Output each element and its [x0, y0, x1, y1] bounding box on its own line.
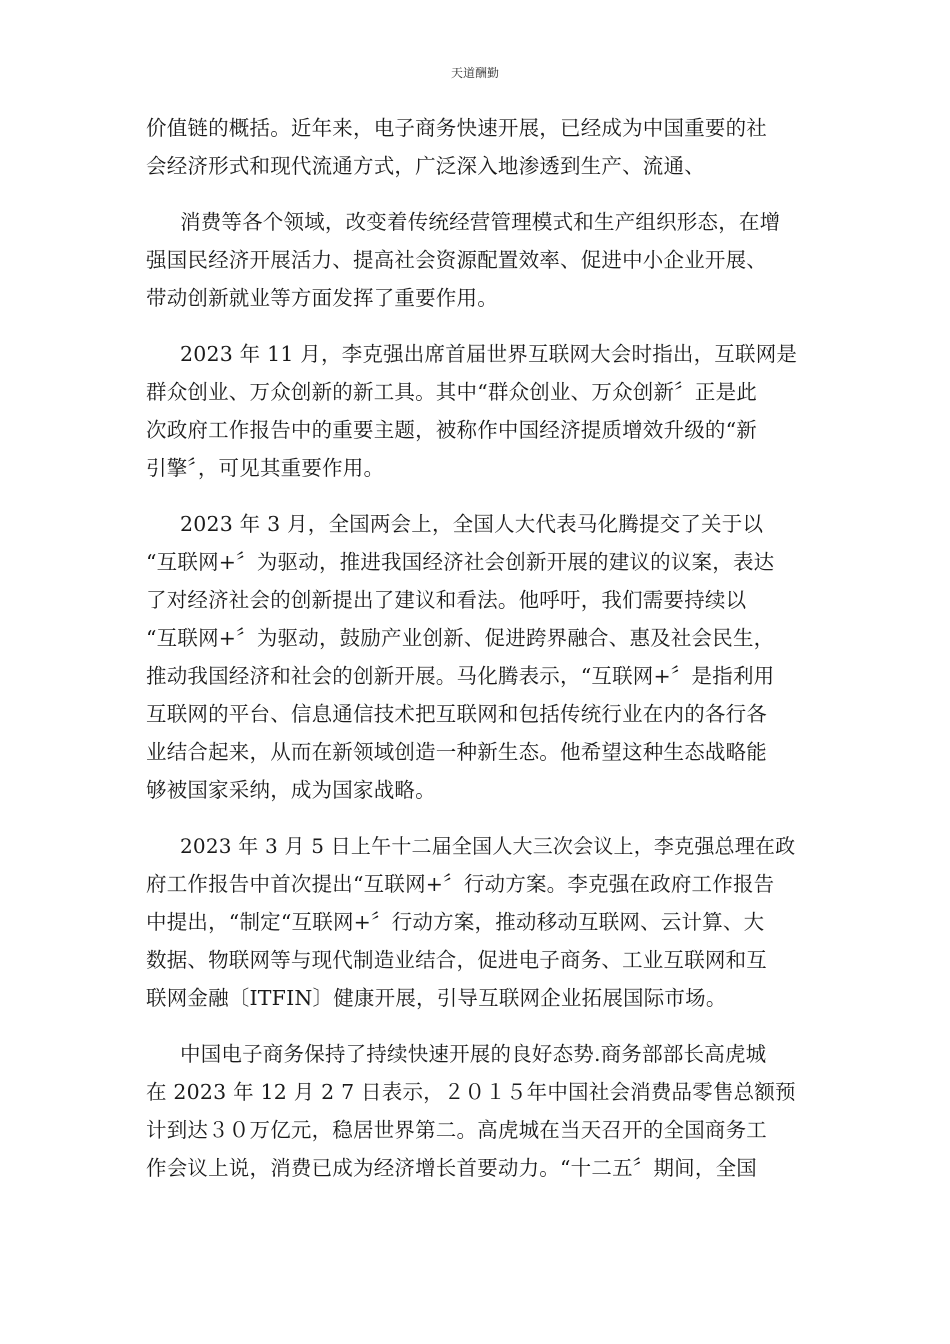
- paragraph-line: 互联网的平台、信息通信技术把互联网和包括传统行业在内的各行各: [146, 702, 767, 726]
- paragraph-line: 群众创业、万众创新的新工具。其中“群众创业、万众创新〞正是此: [146, 380, 757, 404]
- paragraph-line: “互联网+〞为驱动，鼓励产业创新、促进跨界融合、惠及社会民生，: [146, 626, 775, 650]
- paragraph-line: 数据、物联网等与现代制造业结合，促进电子商务、工业互联网和互: [146, 948, 767, 972]
- paragraph-line: 业结合起来，从而在新领域创造一种新生态。他希望这种生态战略能: [146, 740, 767, 764]
- paragraph-line: 联网金融〔ITFIN〕健康开展，引导互联网企业拓展国际市场。: [146, 986, 727, 1010]
- paragraph-line: 2023 年 3 月，全国两会上，全国人大代表马化腾提交了关于以: [180, 512, 764, 536]
- paragraph-line: 2023 年 3 月 5 日上午十二届全国人大三次会议上，李克强总理在政: [180, 834, 796, 858]
- paragraph-line: 消费等各个领域，改变着传统经营管理模式和生产组织形态，在增: [180, 210, 781, 234]
- paragraph-line: 中提出，“制定“互联网+〞行动方案，推动移动互联网、云计算、大: [146, 910, 765, 934]
- page-header: 天道酬勤: [450, 66, 499, 80]
- paragraph-line: 作会议上说，消费已成为经济增长首要动力。“十二五〞期间，全国: [146, 1156, 757, 1180]
- paragraph-line: 次政府工作报告中的重要主题，被称作中国经济提质增效升级的“新: [146, 418, 757, 442]
- paragraph-line: 强国民经济开展活力、提高社会资源配置效率、促进中小企业开展、: [146, 248, 767, 272]
- paragraph-line: 带动创新就业等方面发挥了重要作用。: [146, 286, 498, 310]
- paragraph-line: 会经济形式和现代流通方式，广泛深入地渗透到生产、流通、: [146, 154, 705, 178]
- paragraph-line: 引擎〞，可见其重要作用。: [146, 456, 385, 480]
- paragraph-line: 在 2023 年 12 月 2 7 日表示，２０１５年中国社会消费品零售总额预: [146, 1080, 796, 1104]
- paragraph-line: 够被国家采纳，成为国家战略。: [146, 778, 436, 802]
- paragraph-line: 推动我国经济和社会的创新开展。马化腾表示，“互联网+〞是指利用: [146, 664, 775, 688]
- paragraph-line: 计到达３０万亿元，稳居世界第二。高虎城在当天召开的全国商务工: [146, 1118, 767, 1142]
- paragraph-line: “互联网+〞为驱动，推进我国经济社会创新开展的建议的议案，表达: [146, 550, 775, 574]
- paragraph-line: 2023 年 11 月，李克强出席首届世界互联网大会时指出，互联网是: [180, 342, 798, 366]
- paragraph-line: 了对经济社会的创新提出了建议和看法。他呼吁，我们需要持续以: [146, 588, 747, 612]
- paragraph-line: 府工作报告中首次提出“互联网+〞行动方案。李克强在政府工作报告: [146, 872, 775, 896]
- paragraph-line: 中国电子商务保持了持续快速开展的良好态势.商务部部长高虎城: [180, 1042, 767, 1066]
- paragraph-line: 价值链的概括。近年来，电子商务快速开展，已经成为中国重要的社: [146, 116, 767, 140]
